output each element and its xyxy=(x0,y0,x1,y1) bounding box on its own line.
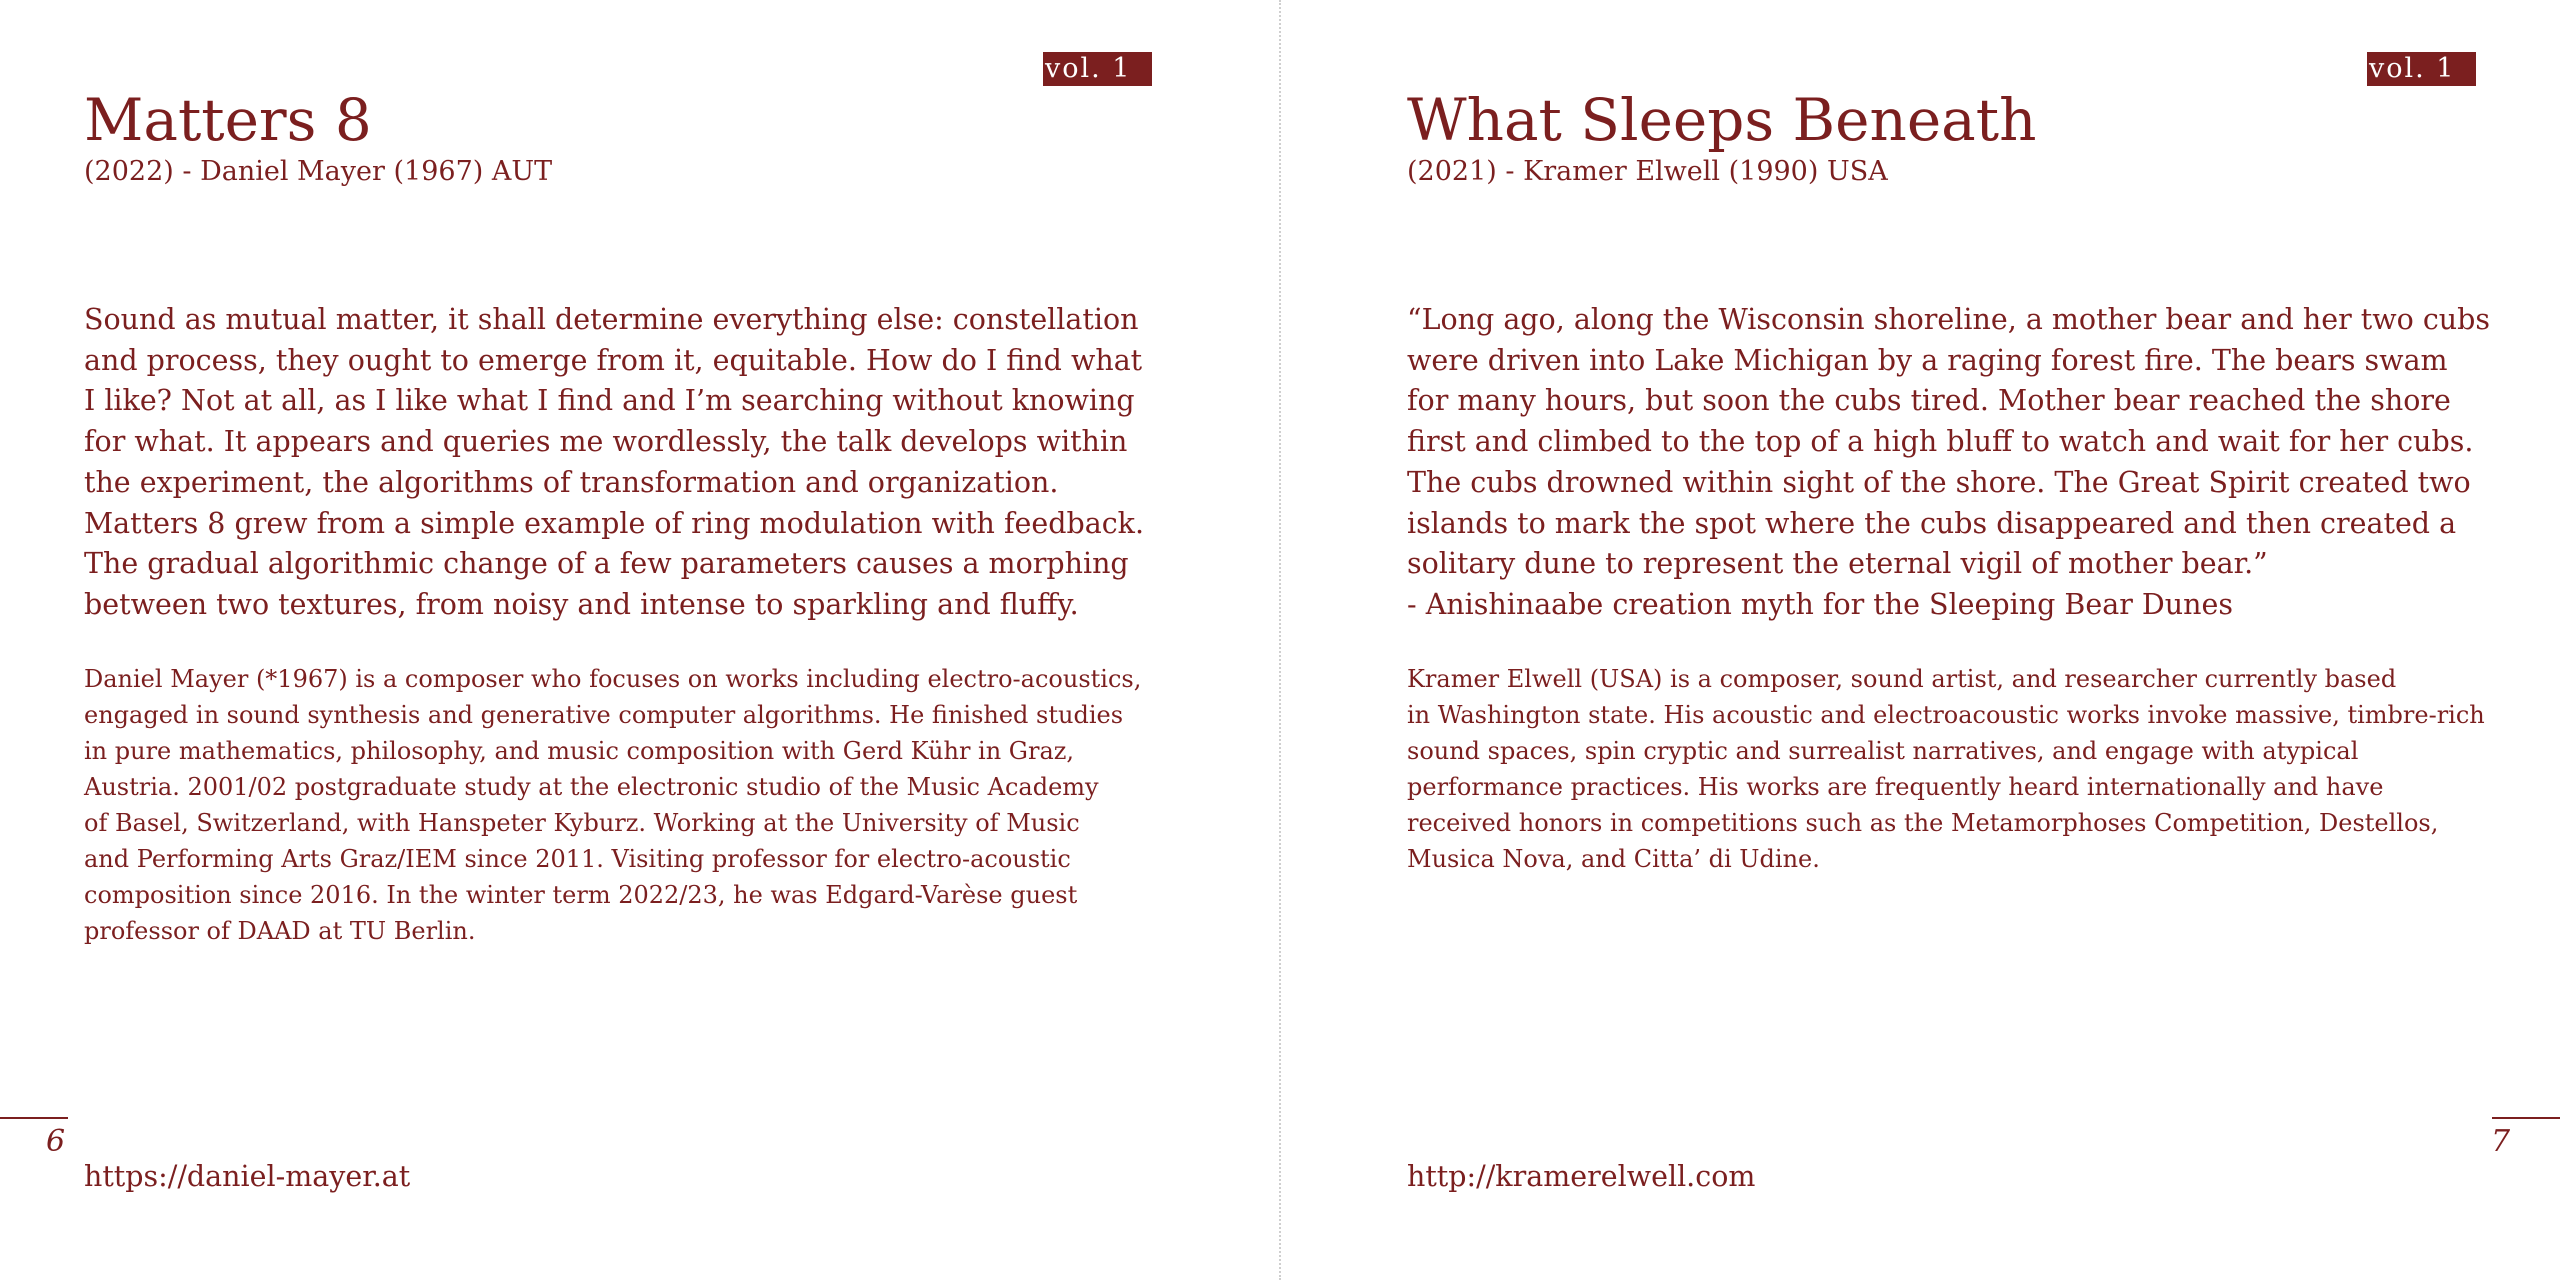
program-note-line: “Long ago, along the Wisconsin shoreline, a mother bear and her two cubs xyxy=(1407,303,2491,336)
composer-bio-line: Musica Nova, and Citta’ di Udine. xyxy=(1407,845,1820,873)
composer-bio-line: composition since 2016. In the winter term 2022/23, he was Edgard-Varèse guest xyxy=(84,881,1078,909)
right-page xyxy=(1280,0,2560,1280)
program-note-line: Matters 8 grew from a simple example of ring modulation with feedback. xyxy=(84,506,1145,540)
composer-bio-line: Kramer Elwell (USA) is a composer, sound artist, and researcher currently based xyxy=(1407,665,2397,693)
composer-bio-line: engaged in sound synthesis and generative computer algorithms. He finished studies xyxy=(84,701,1124,729)
program-note-line: between two textures, from noisy and intense to sparkling and fluffy. xyxy=(84,587,1079,621)
page-number-rule xyxy=(0,1117,68,1119)
piece-title: Matters 8 xyxy=(84,86,372,154)
program-note-line: for many hours, but soon the cubs tired. Mother bear reached the shore xyxy=(1407,384,2451,418)
composer-bio-line: sound spaces, spin cryptic and surrealist narratives, and engage with atypical xyxy=(1407,737,2359,765)
composer-website-link[interactable]: https://daniel-mayer.at xyxy=(84,1160,411,1193)
composer-bio xyxy=(84,661,1164,949)
page-number: 7 xyxy=(2491,1124,2511,1159)
piece-title: What Sleeps Beneath xyxy=(1407,86,2037,154)
program-note-line: islands to mark the spot where the cubs disappeared and then created a xyxy=(1407,506,2457,540)
program-note-line: were driven into Lake Michigan by a raging forest fire. The bears swam xyxy=(1407,343,2448,377)
program-note-line: I like? Not at all, as I like what I find and I’m searching without knowing xyxy=(84,384,1135,418)
program-note-line: and process, they ought to emerge from it, equitable. How do I find what xyxy=(84,343,1143,377)
program-note xyxy=(1407,300,2491,626)
program-note-line: first and climbed to the top of a high bluff to watch and wait for her cubs. xyxy=(1407,425,2474,459)
piece-subtitle: (2022) - Daniel Mayer (1967) AUT xyxy=(84,156,553,187)
program-note-line: solitary dune to represent the eternal vigil of mother bear.” xyxy=(1407,547,2268,581)
program-note-line: - Anishinaabe creation myth for the Sleeping Bear Dunes xyxy=(1407,587,2233,621)
program-note-line: Sound as mutual matter, it shall determine everything else: constellation xyxy=(84,303,1139,336)
page-number: 6 xyxy=(46,1124,66,1159)
volume-badge: vol. 1 xyxy=(2367,52,2476,86)
composer-bio-line: in Washington state. His acoustic and electroacoustic works invoke massive, timbre-rich xyxy=(1407,701,2485,729)
program-note-line: The cubs drowned within sight of the shore. The Great Spirit created two xyxy=(1407,465,2471,499)
composer-website-link[interactable]: http://kramerelwell.com xyxy=(1407,1160,1756,1193)
composer-bio-line: professor of DAAD at TU Berlin. xyxy=(84,917,476,945)
composer-bio-line: Austria. 2001/02 postgraduate study at the electronic studio of the Music Academy xyxy=(84,773,1099,801)
composer-bio-line: of Basel, Switzerland, with Hanspeter Kyburz. Working at the University of Music xyxy=(84,809,1080,837)
composer-bio-line: in pure mathematics, philosophy, and music composition with Gerd Kühr in Graz, xyxy=(84,737,1075,765)
program-note-line: for what. It appears and queries me wordlessly, the talk develops within xyxy=(84,425,1128,459)
composer-bio xyxy=(1407,661,2487,877)
program-note-line: the experiment, the algorithms of transformation and organization. xyxy=(84,465,1059,499)
composer-bio-line: performance practices. His works are frequently heard internationally and have xyxy=(1407,773,2384,801)
composer-bio-line: received honors in competitions such as the Metamorphoses Competition, Destellos, xyxy=(1407,809,2439,837)
program-note-line: The gradual algorithmic change of a few parameters causes a morphing xyxy=(84,547,1129,581)
piece-subtitle: (2021) - Kramer Elwell (1990) USA xyxy=(1407,156,1888,187)
composer-bio-line: and Performing Arts Graz/IEM since 2011. Visiting professor for electro-acoustic xyxy=(84,845,1071,873)
composer-bio-line: Daniel Mayer (*1967) is a composer who focuses on works including electro-acoustics, xyxy=(84,665,1142,693)
page-number-rule xyxy=(2492,1117,2560,1119)
volume-badge: vol. 1 xyxy=(1043,52,1152,86)
program-note xyxy=(84,300,1164,626)
